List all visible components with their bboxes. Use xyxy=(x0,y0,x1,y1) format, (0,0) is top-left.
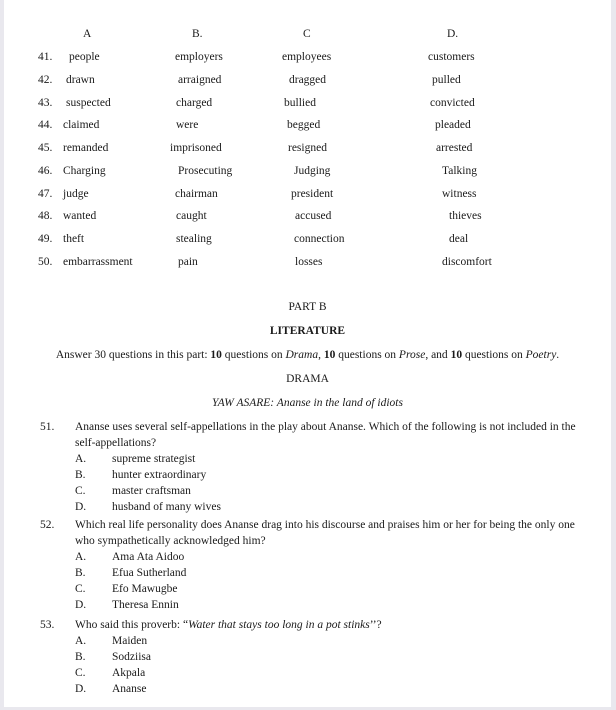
cell-d: customers xyxy=(428,51,475,63)
section-heading: DRAMA xyxy=(286,373,329,385)
option-text: Sodziisa xyxy=(112,651,151,663)
instruction-count: 10 xyxy=(450,349,463,361)
cell-d: Talking xyxy=(442,165,477,177)
book-title: YAW ASARE: Ananse in the land of idiots xyxy=(212,397,403,409)
option-letter: C. xyxy=(75,583,86,595)
row-number: 50. xyxy=(38,256,53,268)
cell-b: stealing xyxy=(176,233,212,245)
option-b xyxy=(75,649,151,665)
cell-d: pleaded xyxy=(435,119,471,131)
instruction-text: , and xyxy=(425,349,451,361)
row-number: 42. xyxy=(38,74,53,86)
option-letter: B. xyxy=(75,651,86,663)
row-number: 45. xyxy=(38,142,53,154)
row-number: 41. xyxy=(38,51,53,63)
cell-c: president xyxy=(291,188,334,200)
question-text: Ananse uses several self-appellations in the play about Ananse. Which of the following is not included in the self-appellations? xyxy=(75,421,576,449)
cell-a: remanded xyxy=(63,142,109,154)
instruction-count: 10 xyxy=(323,349,336,361)
row-number: 48. xyxy=(38,210,53,222)
instruction-count: 10 xyxy=(210,349,222,361)
cell-a: embarrassment xyxy=(63,256,133,268)
cell-d: arrested xyxy=(436,142,473,154)
column-header-d: D. xyxy=(447,28,459,40)
option-letter: D. xyxy=(75,599,87,611)
cell-c: losses xyxy=(295,256,323,268)
question-text: Which real life personality does Ananse drag into his discourse and praises him or her for being the only one who sympathetically acknowledged him? xyxy=(75,519,575,547)
cell-c: accused xyxy=(295,210,332,222)
cell-c: Judging xyxy=(294,165,331,177)
question-number: 53. xyxy=(40,619,55,631)
option-letter: C. xyxy=(75,667,86,679)
option-text: Efo Mawugbe xyxy=(112,583,178,595)
option-b xyxy=(75,467,206,483)
cell-a: judge xyxy=(63,188,89,200)
part-heading: PART B xyxy=(288,301,327,313)
cell-b: imprisoned xyxy=(170,142,222,154)
instruction-text: questions on xyxy=(335,349,399,361)
cell-a: drawn xyxy=(66,74,95,86)
instruction-text: , xyxy=(318,349,324,361)
row-number: 46. xyxy=(38,165,53,177)
option-c xyxy=(75,581,177,597)
option-a xyxy=(75,451,195,467)
cell-c: bullied xyxy=(284,97,316,109)
cell-c: begged xyxy=(287,119,321,131)
proverb-quote: Water that stays too long in a pot stinks xyxy=(188,619,370,631)
question-text-tail: ’’? xyxy=(369,619,382,631)
cell-d: witness xyxy=(442,188,477,200)
cell-d: convicted xyxy=(430,97,475,109)
option-text: Maiden xyxy=(112,635,148,647)
question-51 xyxy=(4,419,611,515)
cell-b: Prosecuting xyxy=(178,165,233,177)
option-c xyxy=(75,483,191,499)
cell-a: Charging xyxy=(63,165,106,177)
instruction-genre: Prose xyxy=(398,349,426,361)
row-number: 43. xyxy=(38,97,53,109)
option-text: Efua Sutherland xyxy=(112,567,187,579)
option-c xyxy=(75,665,145,681)
cell-c: employees xyxy=(282,51,332,63)
cell-b: were xyxy=(176,119,199,131)
cell-d: pulled xyxy=(432,74,461,86)
cell-d: discomfort xyxy=(442,256,492,268)
cell-d: thieves xyxy=(449,210,482,222)
cell-b: caught xyxy=(176,210,207,222)
cell-c: dragged xyxy=(289,74,327,86)
column-header-b: B. xyxy=(192,28,203,40)
question-52 xyxy=(4,517,611,613)
cell-d: deal xyxy=(449,233,469,245)
cell-c: connection xyxy=(294,233,345,245)
cell-b: pain xyxy=(178,256,198,268)
option-text: master craftsman xyxy=(112,485,191,497)
cell-a: theft xyxy=(63,233,85,245)
option-a xyxy=(75,549,184,565)
instruction-genre: Poetry xyxy=(525,349,557,361)
option-letter: D. xyxy=(75,683,87,695)
option-letter: C. xyxy=(75,485,86,497)
row-number: 44. xyxy=(38,119,53,131)
cell-b: arraigned xyxy=(178,74,222,86)
question-text-lead: Who said this proverb: “ xyxy=(75,619,189,631)
instruction-text: Answer 30 questions in this part: xyxy=(55,349,211,361)
option-text: Ananse xyxy=(112,683,147,695)
option-text: husband of many wives xyxy=(112,501,221,513)
option-letter: D. xyxy=(75,501,87,513)
option-letter: B. xyxy=(75,469,86,481)
option-letter: B. xyxy=(75,567,86,579)
option-d xyxy=(75,597,179,613)
row-number: 47. xyxy=(38,188,53,200)
instruction-text: . xyxy=(556,349,560,361)
subject-heading: LITERATURE xyxy=(269,325,346,337)
instruction-genre: Drama xyxy=(285,349,319,361)
question-number: 51. xyxy=(40,421,55,433)
question-53 xyxy=(4,617,611,697)
column-header-a: A xyxy=(83,28,92,40)
instruction-text: questions on xyxy=(221,349,286,361)
row-number: 49. xyxy=(38,233,53,245)
question-text xyxy=(75,617,585,633)
option-d xyxy=(75,499,221,515)
option-letter: A. xyxy=(75,453,87,465)
cell-a: wanted xyxy=(63,210,97,222)
cell-a: suspected xyxy=(66,97,111,109)
option-letter: A. xyxy=(75,635,87,647)
option-a xyxy=(75,633,147,649)
option-text: hunter extraordinary xyxy=(112,469,207,481)
instructions xyxy=(4,348,611,362)
option-text: Theresa Ennin xyxy=(112,599,179,611)
question-number: 52. xyxy=(40,519,55,531)
option-d xyxy=(75,681,147,697)
cell-a: people xyxy=(69,51,100,63)
option-b xyxy=(75,565,186,581)
option-letter: A. xyxy=(75,551,87,563)
cell-c: resigned xyxy=(288,142,327,154)
column-header-c: C xyxy=(303,28,311,40)
cell-b: charged xyxy=(176,97,213,109)
instruction-text: questions on xyxy=(462,349,526,361)
cell-a: claimed xyxy=(63,119,100,131)
option-text: Akpala xyxy=(112,667,146,679)
cell-b: chairman xyxy=(175,188,218,200)
exam-page xyxy=(4,0,611,707)
option-text: Ama Ata Aidoo xyxy=(112,551,185,563)
cell-b: employers xyxy=(175,51,223,63)
option-text: supreme strategist xyxy=(112,453,196,465)
